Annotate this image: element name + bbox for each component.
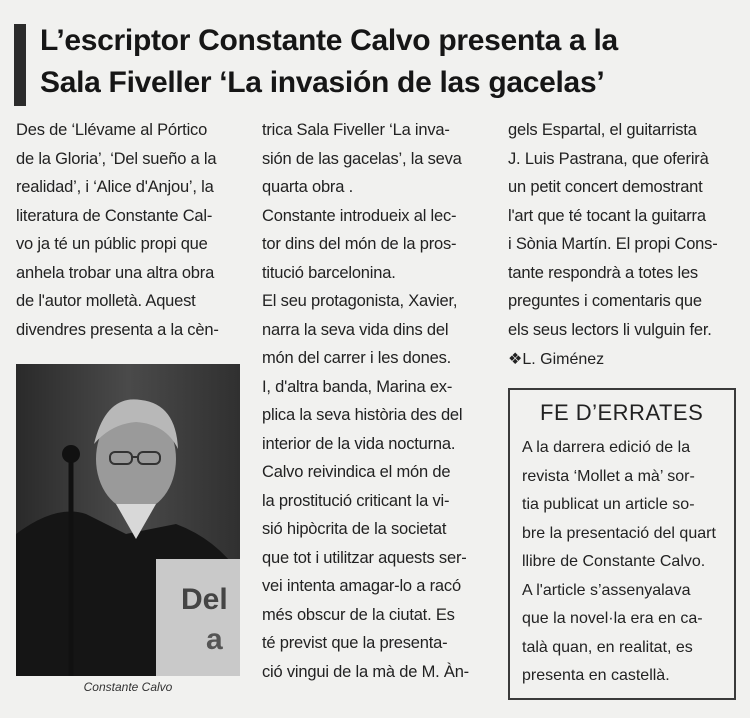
text-line: A l'article s’assenyalava (522, 581, 691, 599)
text-line: trica Sala Fiveller ‘La inva- (262, 121, 450, 139)
author-photo-image (16, 364, 240, 676)
text-line: narra la seva vida dins del (262, 320, 449, 339)
text-line: un petit concert demostrant (508, 178, 703, 196)
errata-box (508, 388, 736, 700)
text-line: J. Luis Pastrana, que oferirà (508, 149, 709, 168)
text-line: plica la seva història des del (262, 406, 463, 424)
text-line: Calvo reivindica el món de (262, 463, 451, 481)
text-line: quarta obra . (262, 178, 353, 196)
text-line: la prostitució criticant la vi- (262, 491, 450, 510)
text-line: l'art que té tocant la guitarra (508, 206, 706, 225)
text-line: tante respondrà a totes les (508, 263, 698, 282)
text-line: que la novel·la era en ca- (522, 610, 703, 627)
text-line: tor dins del món de la pros- (262, 235, 457, 253)
text-line: titució barcelonina. (262, 263, 396, 282)
text-line: gels Espartal, el guitarrista (508, 121, 697, 139)
errata-title: FE D’ERRATES (540, 400, 704, 425)
text-line: vo ja té un públic propi que (16, 235, 208, 253)
article-column-3 (508, 116, 738, 344)
title-accent-bar (14, 24, 26, 106)
title-line: L’escriptor Constante Calvo presenta a la (40, 24, 618, 57)
text-line: sión de las gacelas’, la seva (262, 149, 462, 168)
title-line: Sala Fiveller ‘La invasión de las gacelas’ (40, 66, 605, 99)
text-line: els seus lectors li vulguin fer. (508, 320, 712, 339)
text-line: realidad’, i ‘Alice d'Anjou’, la (16, 178, 214, 196)
text-line: llibre de Constante Calvo. (522, 553, 706, 570)
svg-text:Del: Del (181, 583, 228, 616)
text-line: ció vingui de la mà de M. Àn- (262, 662, 469, 681)
text-line: literatura de Constante Cal- (16, 206, 213, 225)
svg-text:a: a (206, 623, 223, 656)
text-line: interior de la vida nocturna. (262, 434, 456, 453)
text-line: més obscur de la ciutat. Es (262, 605, 455, 624)
text-line: presenta en castellà. (522, 667, 670, 684)
text-line: Constante introdueix al lec- (262, 206, 457, 225)
text-line: revista ‘Mollet a mà’ sor- (522, 467, 695, 485)
author-signature: ❖L. Giménez (508, 351, 605, 368)
text-line: i Sònia Martín. El propi Cons- (508, 235, 718, 253)
article-title (40, 20, 740, 104)
text-line: preguntes i comentaris que (508, 292, 702, 310)
text-line: de l'autor molletà. Aquest (16, 292, 196, 310)
article-column-1 (16, 116, 244, 344)
text-line: que tot i utilitzar aquests ser- (262, 548, 467, 567)
article-column-2 (262, 116, 490, 686)
text-line: vei intenta amagar-lo a racó (262, 577, 461, 595)
text-line: món del carrer i les dones. (262, 349, 452, 367)
text-line: té previst que la presenta- (262, 634, 448, 652)
errata-text (522, 434, 724, 691)
text-line: bre la presentació del quart (522, 524, 716, 542)
text-line: I, d'altra banda, Marina ex- (262, 377, 453, 396)
photo-caption: Constante Calvo (83, 680, 173, 694)
text-line: divendres presenta a la cèn- (16, 320, 219, 339)
text-line: de la Gloria’, ‘Del sueño a la (16, 149, 217, 168)
text-line: Des de ‘Llévame al Pórtico (16, 121, 208, 139)
text-line: tia publicat un article so- (522, 496, 695, 513)
text-line: sió hipòcrita de la societat (262, 520, 447, 538)
author-photo (16, 364, 240, 676)
text-line: A la darrera edició de la (522, 439, 691, 456)
text-line: anhela trobar una altra obra (16, 263, 215, 282)
text-line: talà quan, en realitat, es (522, 638, 693, 656)
text-line: El seu protagonista, Xavier, (262, 292, 458, 310)
